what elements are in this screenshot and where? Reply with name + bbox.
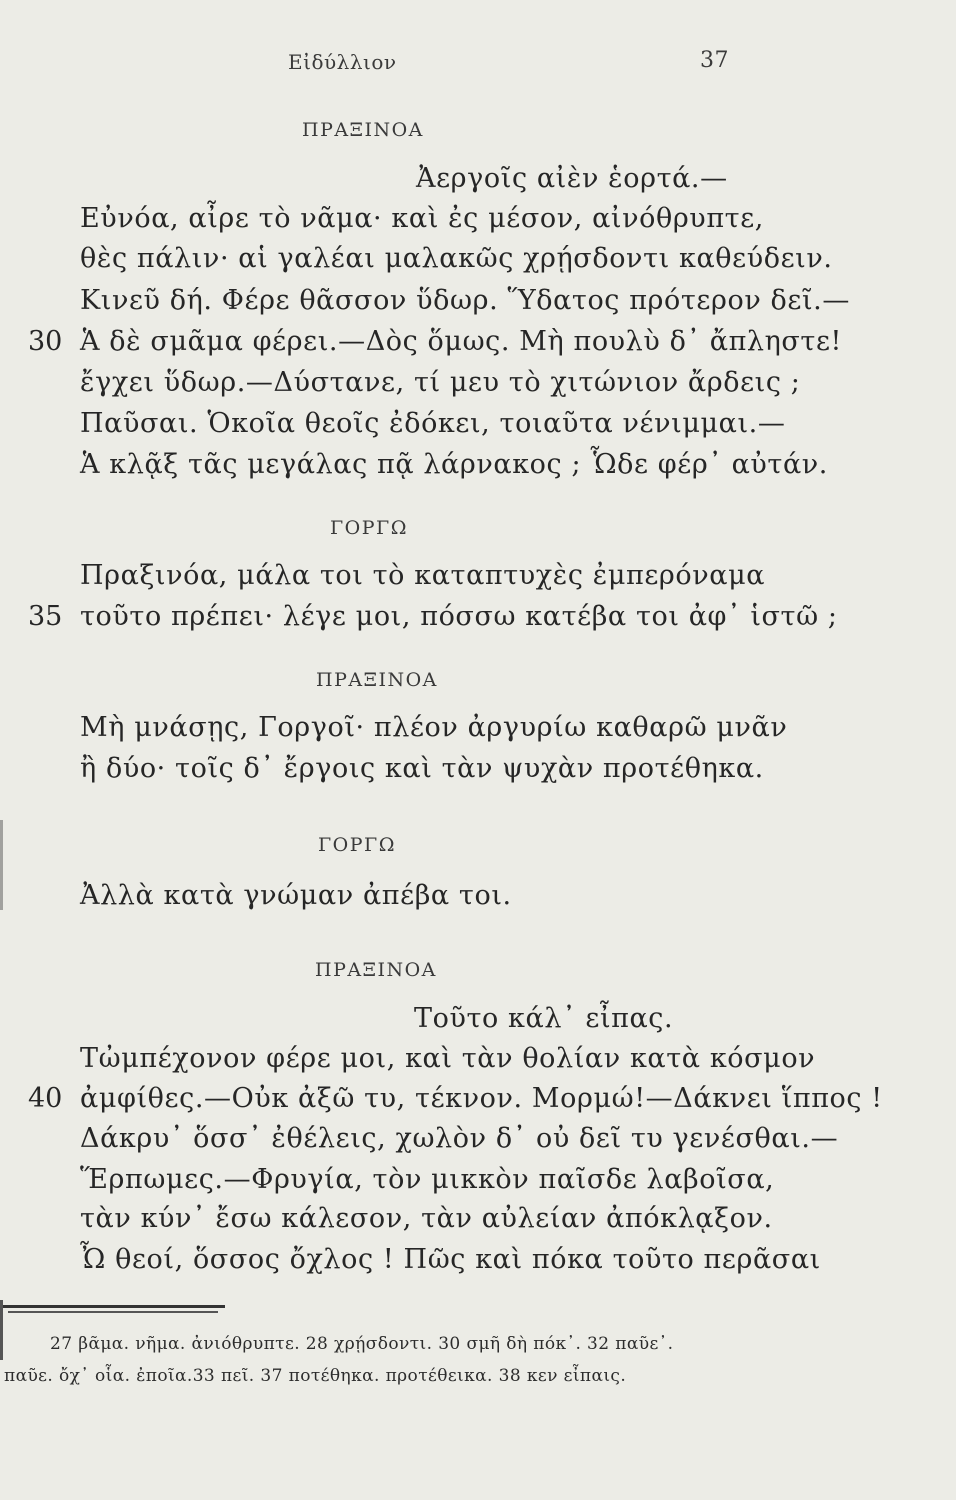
footnote-line: παῦε. ὄχ᾽ οἷα. ἐποῖα.33 πεῖ. 37 ποτέθηκα. προτέθεικα. 38 κεν εἶπαις. xyxy=(4,1366,627,1386)
speaker-heading: ΠΡΑΞΙΝΟΑ xyxy=(316,669,438,691)
speaker-heading: ΓΟΡΓΩ xyxy=(318,834,396,856)
verse-line: τὰν κύν᾽ ἔσω κάλεσον, τὰν αὐλείαν ἀπόκλᾳξον. xyxy=(80,1203,773,1234)
speaker-heading: ΓΟΡΓΩ xyxy=(330,517,408,539)
verse-line: Δάκρυ᾽ ὅσσ᾽ ἐθέλεις, χωλὸν δ᾽ οὐ δεῖ τυ γενέσθαι.— xyxy=(80,1123,839,1154)
verse-line: ἢ δύο· τοῖς δ᾽ ἔργοις καὶ τὰν ψυχὰν προτέθηκα. xyxy=(80,753,764,784)
footnote-rule xyxy=(0,1305,225,1308)
verse-line: Ἁ δὲ σμᾶμα φέρει.—Δὸς ὅμως. Μὴ πουλὺ δ᾽ ἄπληστε! xyxy=(80,326,843,357)
verse-line: Εὐνόα, αἶρε τὸ νᾶμα· καὶ ἐς μέσον, αἰνόθρυπτε, xyxy=(80,203,764,234)
verse-line: Ὦ θεοί, ὅσσος ὄχλος ! Πῶς καὶ πόκα τοῦτο περᾶσαι xyxy=(80,1244,821,1275)
verse-line: Ἕρπωμες.—Φρυγία, τὸν μικκὸν παῖσδε λαβοῖσα, xyxy=(80,1164,775,1195)
footnote-rule-underline xyxy=(8,1311,218,1313)
scan-edge-mark xyxy=(0,820,3,910)
verse-line: Ἁ κλᾷξ τᾶς μεγάλας πᾷ λάρνακος ; Ὧδε φέρ᾽ αὐτάν. xyxy=(80,449,828,480)
verse-line: τοῦτο πρέπει· λέγε μοι, πόσσω κατέβα τοι ἀφ᾽ ἱστῶ ; xyxy=(80,601,838,632)
verse-line: θὲς πάλιν· αἱ γαλέαι μαλακῶς χρῄσδοντι καθεύδειν. xyxy=(80,243,833,274)
verse-line: Τοῦτο κάλ᾽ εἶπας. xyxy=(414,1003,674,1034)
speaker-heading: ΠΡΑΞΙΝΟΑ xyxy=(302,119,424,141)
verse-line: ἔγχει ὕδωρ.—Δύστανε, τί μευ τὸ χιτώνιον ἄρδεις ; xyxy=(80,367,801,398)
speaker-heading: ΠΡΑΞΙΝΟΑ xyxy=(315,959,437,981)
scan-edge-mark xyxy=(0,1300,3,1360)
line-number: 40 xyxy=(28,1083,63,1114)
verse-line: Τὠμπέχονον φέρε μοι, καὶ τὰν θολίαν κατὰ κόσμον xyxy=(80,1043,816,1074)
verse-line: Μὴ μνάσῃς, Γοργοῖ· πλέον ἀργυρίω καθαρῶ μνᾶν xyxy=(80,712,788,743)
running-title: Εἰδύλλιον xyxy=(288,50,397,74)
verse-line: Πραξινόα, μάλα τοι τὸ καταπτυχὲς ἐμπερόναμα xyxy=(80,560,766,591)
verse-line: Ἀεργοῖς αἰὲν ἑορτά.— xyxy=(416,163,728,194)
verse-line: ἀμφίθες.—Οὐκ ἀξῶ τυ, τέκνον. Μορμώ!—Δάκνει ἵππος ! xyxy=(80,1083,883,1114)
line-number: 30 xyxy=(28,326,63,357)
verse-line: Παῦσαι. Ὁκοῖα θεοῖς ἐδόκει, τοιαῦτα νένιμμαι.— xyxy=(80,408,786,439)
footnote-line: 27 βᾶμα. νῆμα. ἀνιόθρυπτε. 28 χρῄσδοντι. 30 σμῆ δὴ πόκ᾽. 32 παῦε᾽. xyxy=(50,1334,674,1354)
verse-line: Ἀλλὰ κατὰ γνώμαν ἀπέβα τοι. xyxy=(80,880,512,911)
verse-line: Κινεῦ δή. Φέρε θᾶσσον ὕδωρ. Ὕδατος πρότερον δεῖ.— xyxy=(80,285,850,316)
line-number: 35 xyxy=(28,601,63,632)
page-number: 37 xyxy=(700,48,729,73)
